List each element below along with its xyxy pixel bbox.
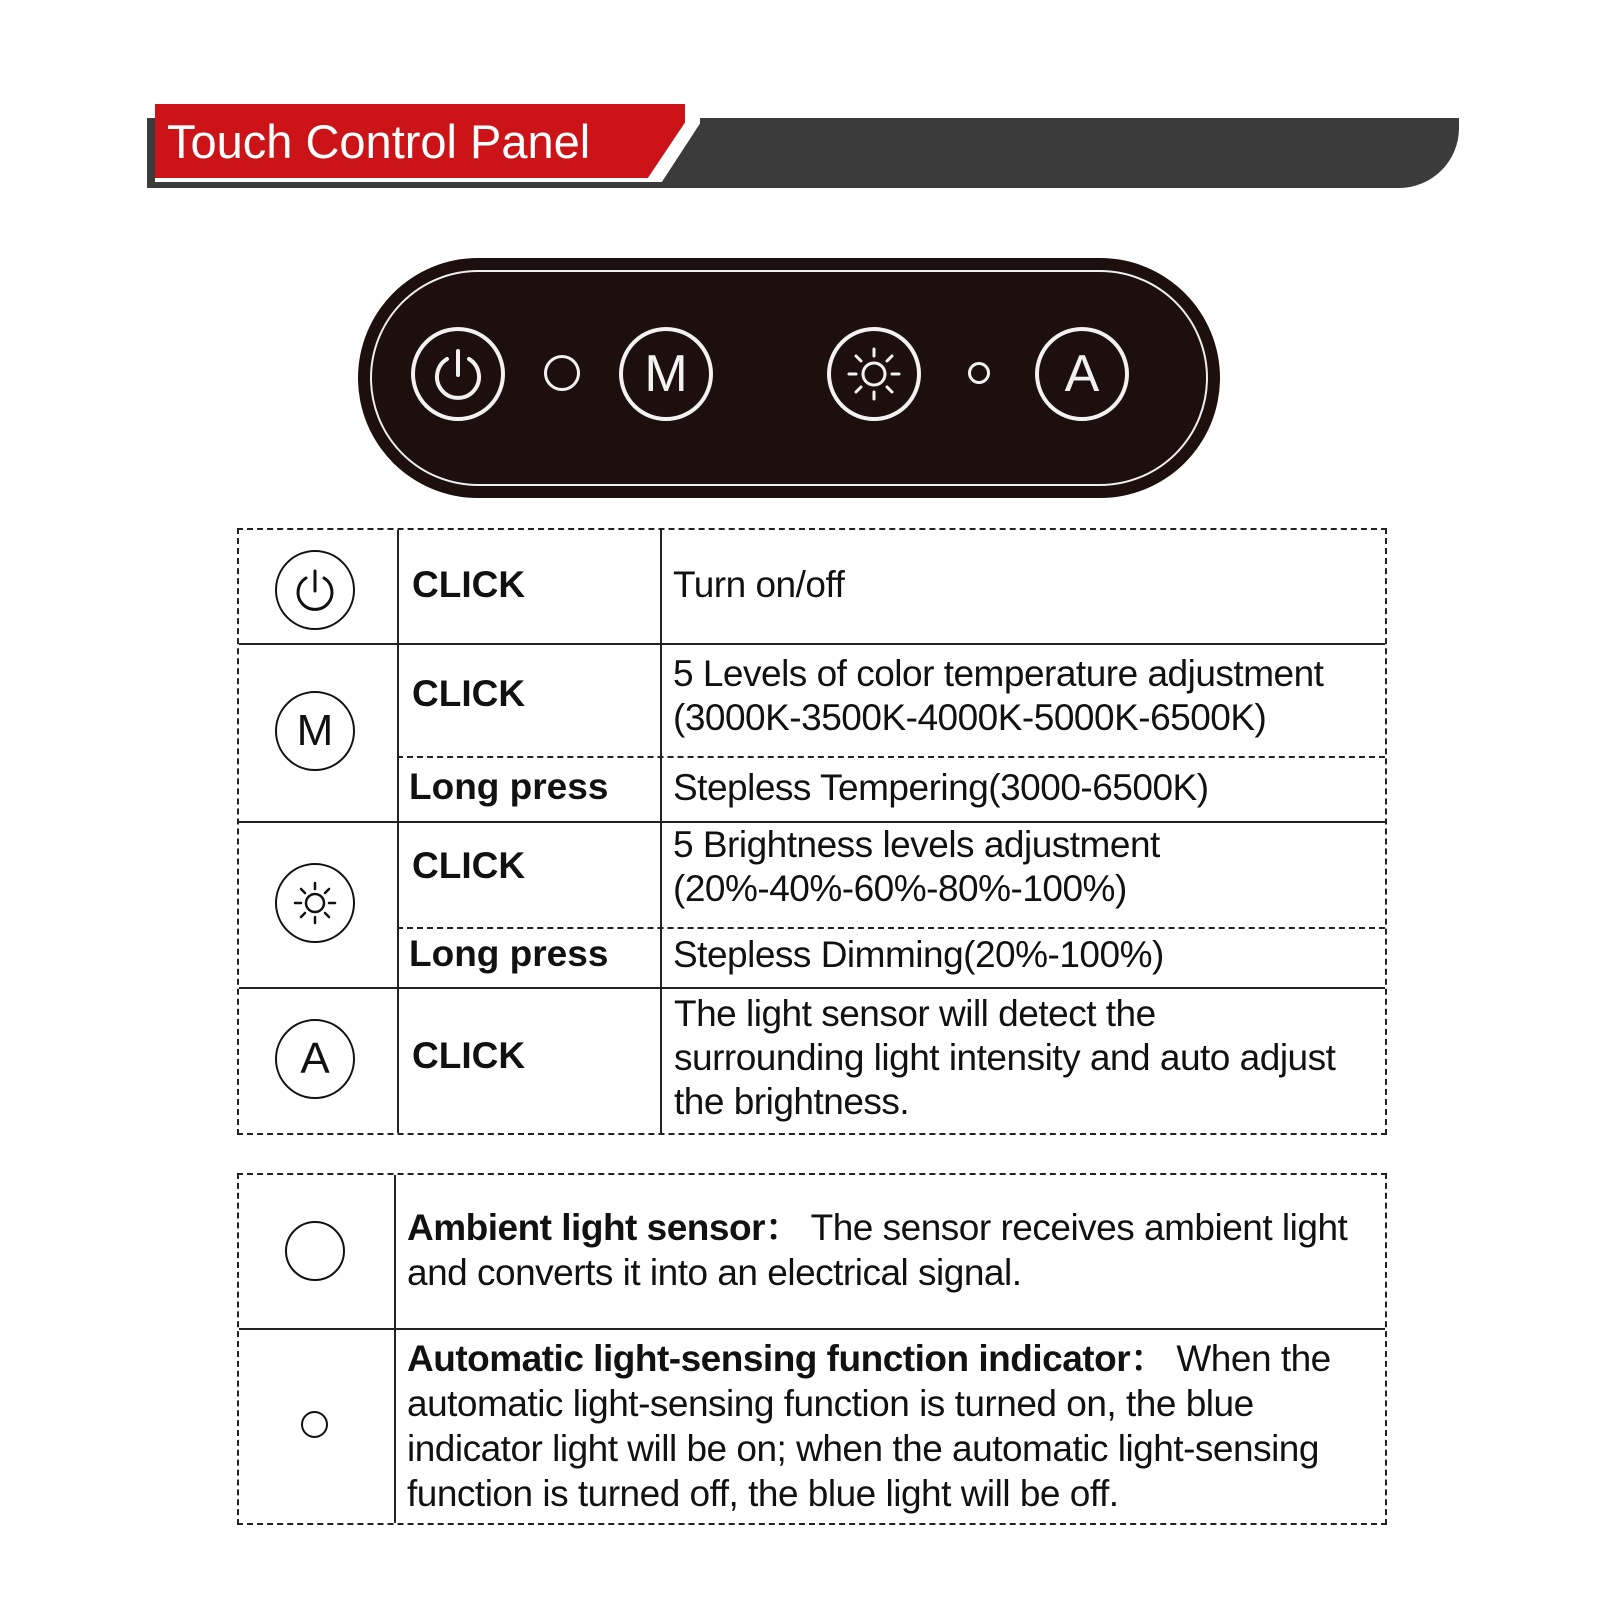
action-description: Stepless Tempering(3000-6500K) (673, 767, 1209, 808)
touch-panel-device (358, 258, 1220, 498)
description-line: 5 Brightness levels adjustment (673, 824, 1160, 865)
action-description: Stepless Dimming(20%-100%) (673, 934, 1164, 975)
row-divider (239, 987, 1385, 989)
table-auto-icon (275, 1019, 355, 1099)
action-label: CLICK (412, 564, 526, 605)
auto-icon: A (1064, 345, 1100, 403)
note-title: Ambient light sensor： (407, 1207, 802, 1248)
table-mode-icon (275, 691, 355, 771)
action-label: CLICK (412, 673, 526, 714)
action-label: CLICK (412, 845, 526, 886)
note-title: Automatic light-sensing function indicator： (407, 1338, 1167, 1379)
brightness-button[interactable] (827, 327, 921, 421)
row-divider (397, 756, 1385, 758)
action-description (673, 823, 1160, 911)
description-line: (3000K-3500K-4000K-5000K-6500K) (673, 697, 1267, 738)
mode-icon: M (296, 706, 334, 755)
column-divider (660, 530, 662, 1133)
power-icon (291, 566, 339, 614)
row-divider (397, 927, 1385, 929)
column-divider (394, 1175, 396, 1523)
row-divider (239, 1328, 1385, 1330)
header-banner (147, 104, 1459, 188)
power-icon (429, 345, 487, 403)
large-circle-icon (285, 1221, 345, 1281)
action-description: Turn on/off (673, 564, 845, 605)
description-line: (20%-40%-60%-80%-100%) (673, 868, 1127, 909)
function-table (237, 528, 1387, 1135)
sensor-note (407, 1205, 1367, 1295)
indicator-notes-table (237, 1173, 1387, 1525)
table-sun-icon (275, 863, 355, 943)
row-divider (239, 643, 1385, 645)
description-line: the brightness. (674, 1081, 910, 1122)
page-title: Touch Control Panel (167, 115, 591, 168)
description-line: 5 Levels of color temperature adjustment (673, 653, 1324, 694)
small-circle-icon (301, 1411, 328, 1438)
auto-button[interactable] (1035, 327, 1129, 421)
mode-icon: M (644, 345, 688, 403)
mode-button[interactable] (619, 327, 713, 421)
action-label: CLICK (412, 1035, 526, 1076)
action-description (674, 992, 1335, 1124)
action-label: Long press (409, 933, 609, 974)
column-divider (397, 530, 399, 1133)
note-text: The sensor receives ambient light and converts it into an electrical signal. (407, 1207, 1348, 1293)
description-line: The light sensor will detect the (674, 993, 1156, 1034)
sun-icon (843, 343, 905, 405)
description-line: surrounding light intensity and auto adjust (674, 1037, 1336, 1078)
sun-icon (290, 878, 340, 928)
auto-icon: A (300, 1034, 330, 1083)
table-power-icon (275, 550, 355, 630)
indicator-note (407, 1336, 1372, 1516)
ambient-light-sensor (544, 355, 580, 391)
note-text: When the automatic light-sensing function is turned on, the blue indicator light will be on; when the automatic light-sensing function is turned off, the blue light will be off. (407, 1338, 1331, 1514)
auto-indicator-light (968, 362, 990, 384)
action-label: Long press (409, 766, 609, 807)
power-button[interactable] (411, 327, 505, 421)
action-description (673, 652, 1323, 740)
